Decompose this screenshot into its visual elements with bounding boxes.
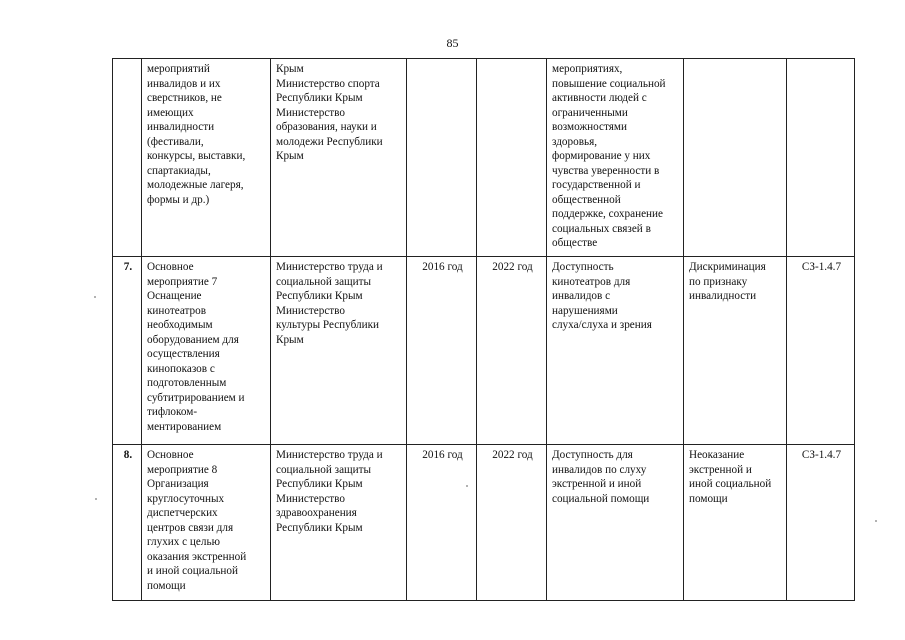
start-year-cell [407,59,477,257]
result-cell: Доступность для инвалидов по слуху экстренной и иной социальной помощи [547,445,684,601]
event-cell: Основное мероприятие 7 Оснащение кинотеатров необходимым оборудованием для осуществления кинопоказов с подготовленным субтитрированием и тифлоком- ментированием [142,257,271,445]
scan-speck [95,498,97,500]
risk-cell [684,59,787,257]
executor-cell: Министерство труда и социальной защиты Республики Крым Министерство здравоохранения Республики Крым [271,445,407,601]
code-cell [787,59,855,257]
start-year-cell: 2016 год [407,445,477,601]
scan-speck [94,296,96,298]
table-row [113,59,855,257]
result-cell: мероприятиях, повышение социальной активности людей с ограниченными возможностями здоровья, формирование у них чувства уверенности в государственной и общественной поддержке, сохранение социальных связей в обществе [547,59,684,257]
code-cell: СЗ-1.4.7 [787,257,855,445]
end-year-cell: 2022 год [477,257,547,445]
result-cell: Доступность кинотеатров для инвалидов с нарушениями слуха/слуха и зрения [547,257,684,445]
event-cell: мероприятий инвалидов и их сверстников, не имеющих инвалидности (фестивали, конкурсы, выставки, спартакиады, молодежные лагеря, формы и др.) [142,59,271,257]
end-year-cell: 2022 год [477,445,547,601]
scan-speck [466,485,468,487]
row-number: 7. [113,257,142,445]
executor-cell: Крым Министерство спорта Республики Крым Министерство образования, науки и молодежи Республики Крым [271,59,407,257]
program-events-table [112,58,855,601]
executor-cell: Министерство труда и социальной защиты Республики Крым Министерство культуры Республики Крым [271,257,407,445]
risk-cell: Дискриминация по признаку инвалидности [684,257,787,445]
start-year-cell: 2016 год [407,257,477,445]
page-number: 85 [446,36,459,50]
end-year-cell [477,59,547,257]
row-number [113,59,142,257]
scan-speck [875,520,877,522]
event-cell: Основное мероприятие 8 Организация круглосуточных диспетчерских центров связи для глухих с целью оказания экстренной и иной социальной помощи [142,445,271,601]
table-row [113,445,855,601]
row-number: 8. [113,445,142,601]
code-cell: СЗ-1.4.7 [787,445,855,601]
risk-cell: Неоказание экстренной и иной социальной помощи [684,445,787,601]
table-row [113,257,855,445]
